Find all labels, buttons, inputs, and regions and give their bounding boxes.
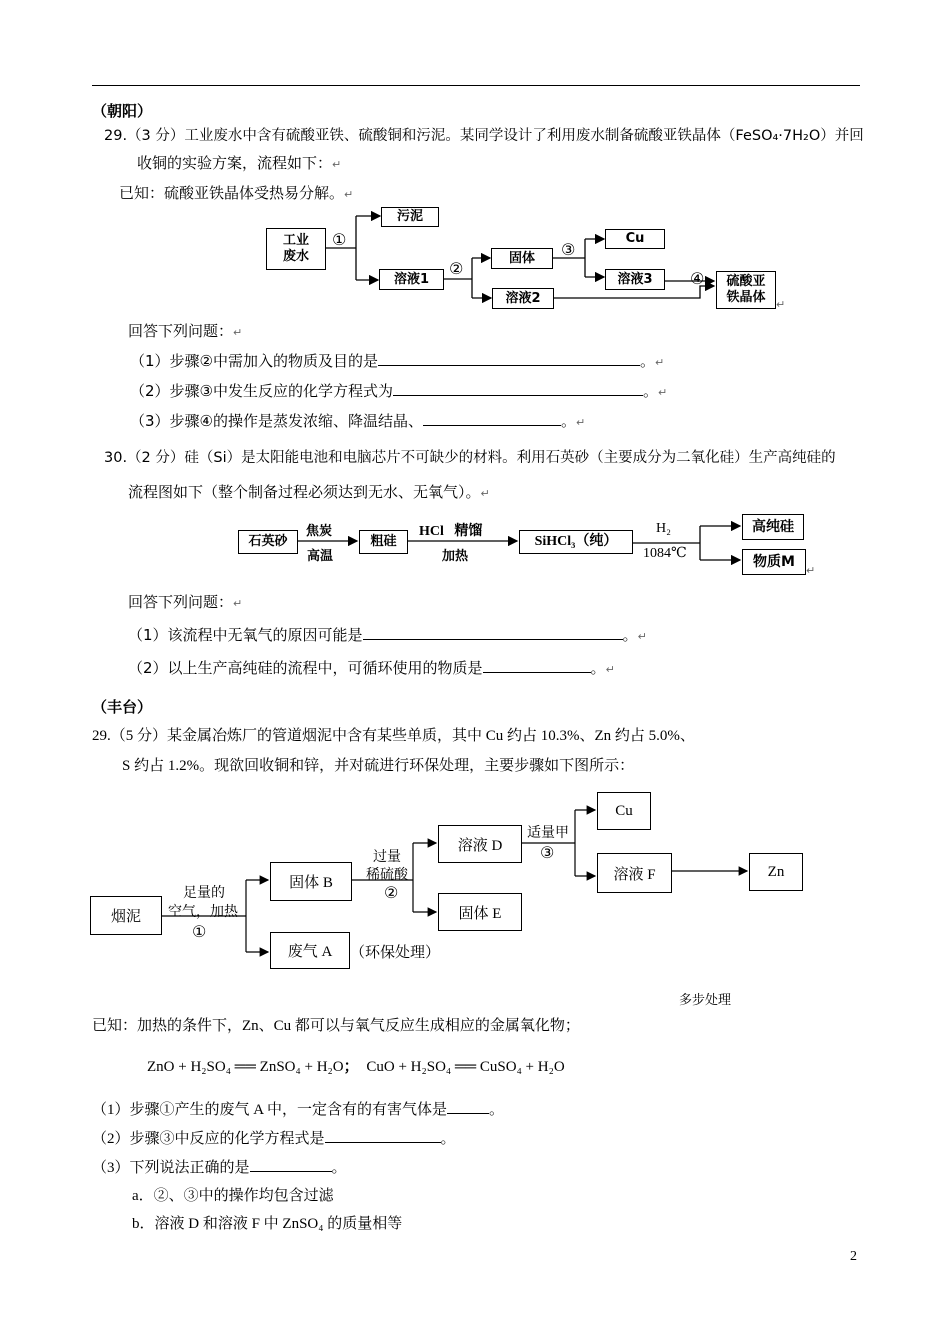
answer-blank[interactable] [325, 1127, 441, 1143]
box-solid-e: 固体 E [438, 893, 522, 931]
step-2-circle: ② [384, 885, 399, 902]
q29a-stem-line1: 29.（3 分）工业废水中含有硫酸亚铁、硫酸铜和污泥。某同学设计了利用废水制备硫酸亚铁晶体（FeSO₄·7H₂O）并回 [104, 128, 864, 144]
step-4-label: ④ [690, 269, 705, 288]
q29a-subq1-text: （1）步骤②中需加入的物质及目的是 [130, 352, 378, 370]
period: 。 [489, 1102, 505, 1118]
q29b-subq2-text: （2）步骤③中反应的化学方程式是 [92, 1131, 325, 1147]
cond-excess: 过量 [373, 850, 401, 865]
q30-stem-line2-text: 流程图如下（整个制备过程必须达到无水、无氧气）。 [128, 483, 481, 501]
label-env-treatment: （环保处理） [350, 945, 441, 961]
cond-temperature: 1084℃ [643, 546, 687, 561]
q29b-known: 已知：加热的条件下，Zn、Cu 都可以与氧气反应生成相应的金属氧化物； [92, 1018, 580, 1034]
paragraph-mark: ↵ [332, 158, 342, 171]
equation-zno: ZnO + H₂SO₄ ══ ZnSO₄ + H₂O [147, 1059, 344, 1075]
box-solution-f: 溶液 F [597, 853, 672, 893]
q29b-stem-line2: S 约占 1.2%。现欲回收铜和锌，并对硫进行环保处理，主要步骤如下图所示： [122, 758, 635, 774]
q29b-subq3 [92, 1156, 347, 1177]
box-solid: 固体 [491, 248, 553, 269]
box-solution-3: 溶液3 [605, 269, 665, 290]
q29b-stem-line1: 29.（5 分）某金属冶炼厂的管道烟泥中含有某些单质，其中 Cu 约占 10.3%、Zn 约占 5.0%、 [92, 728, 695, 744]
step-2-label: ② [449, 259, 464, 278]
step-3-label: ③ [561, 240, 576, 259]
q29b-subq2 [92, 1127, 456, 1148]
period: 。 [440, 1131, 456, 1147]
option-a: a．②、③中的操作均包含过滤 [132, 1188, 334, 1204]
cond-heating: 加热 [442, 549, 469, 564]
period: 。 [331, 1160, 347, 1176]
paragraph-mark: ↵ [233, 597, 243, 610]
box-soot: 烟泥 [90, 896, 162, 935]
box-waste-water: 工业 废水 [266, 228, 326, 270]
equation-separator: ； [343, 1059, 359, 1075]
period: 。 [643, 382, 659, 400]
cond-dilute-h2so4: 稀硫酸 [366, 868, 408, 883]
q29a-subq2-text: （2）步骤③中发生反应的化学方程式为 [130, 382, 393, 400]
cond-air-heat: 空气，加热 [168, 905, 238, 920]
answer-blank[interactable] [447, 1098, 489, 1114]
step-1-label: ① [332, 230, 347, 249]
paragraph-mark: ↵ [605, 663, 615, 676]
paragraph-mark: ↵ [776, 298, 786, 311]
paragraph-mark: ↵ [637, 630, 647, 643]
step-3-circle: ③ [540, 845, 555, 862]
period: 。 [640, 352, 656, 370]
q29a-stem-line2-text: 收铜的实验方案，流程如下： [137, 154, 333, 172]
cond-sufficient: 足量的 [183, 886, 225, 901]
box-cu: Cu [605, 229, 665, 249]
period: 。 [561, 412, 577, 430]
box-sihcl3: SiHCl₃（纯） [519, 530, 633, 554]
section-label-fengtai: （丰台） [92, 698, 153, 716]
answer-blank[interactable] [250, 1156, 332, 1172]
q29b-subq1-text: （1）步骤①产生的废气 A 中，一定含有的有害气体是 [92, 1102, 448, 1118]
equation-cuo: CuO + H₂SO₄ ══ CuSO₄ + H₂O [366, 1059, 565, 1075]
box-substance-m: 物质M [742, 549, 806, 575]
box-pure-silicon: 高纯硅 [742, 514, 804, 540]
q29b-subq3-text: （3）下列说法正确的是 [92, 1160, 250, 1176]
box-quartz-sand: 石英砂 [238, 530, 298, 554]
box-crude-silicon: 粗硅 [359, 530, 408, 554]
box-waste-gas-a: 废气 A [270, 932, 350, 969]
q30-subq1-text: （1）该流程中无氧气的原因可能是 [128, 626, 363, 644]
page-number: 2 [850, 1249, 857, 1264]
box-solid-b: 固体 B [270, 862, 352, 901]
period: 。 [590, 659, 606, 677]
equation-row [147, 1055, 565, 1076]
q30-answer-header-text: 回答下列问题： [128, 593, 234, 611]
step-1-circle: ① [192, 924, 207, 941]
box-zn-product: Zn [749, 853, 803, 891]
cond-high-temp: 高温 [307, 549, 334, 564]
section-label-chaoyang: （朝阳） [92, 102, 153, 120]
paragraph-mark: ↵ [576, 416, 586, 429]
box-solution-2: 溶液2 [492, 288, 554, 309]
q29a-answer-header-text: 回答下列问题： [128, 322, 234, 340]
paragraph-mark: ↵ [655, 356, 665, 369]
paragraph-mark: ↵ [480, 487, 490, 500]
box-sludge: 污泥 [381, 207, 439, 227]
cond-h2: H₂ [656, 521, 671, 536]
q30-stem-line1: 30.（2 分）硅（Si）是太阳能电池和电脑芯片不可缺少的材料。利用石英砂（主要成分为二氧化硅）生产高纯硅的 [104, 450, 836, 466]
box-cu-product: Cu [597, 792, 651, 830]
q29b-subq1 [92, 1098, 504, 1119]
q30-subq2-text: （2）以上生产高纯硅的流程中，可循环使用的物质是 [128, 659, 483, 677]
q29a-known-text: 已知：硫酸亚铁晶体受热易分解。 [119, 184, 345, 202]
label-multi-step: 多步处理 [679, 992, 732, 1007]
box-solution-1: 溶液1 [379, 269, 444, 290]
paragraph-mark: ↵ [344, 188, 354, 201]
q29a-subq3-text: （3）步骤④的操作是蒸发浓缩、降温结晶、 [130, 412, 423, 430]
paragraph-mark: ↵ [806, 564, 816, 577]
cond-appropriate-a: 适量甲 [527, 826, 569, 841]
period: 。 [622, 626, 638, 644]
cond-coke: 焦炭 [306, 524, 333, 539]
paragraph-mark: ↵ [658, 386, 668, 399]
box-ferrous-sulfate-crystal: 硫酸亚 铁晶体 [716, 271, 776, 309]
box-solution-d: 溶液 D [438, 825, 522, 863]
option-b: b．溶液 D 和溶液 F 中 ZnSO₄ 的质量相等 [132, 1216, 403, 1232]
cond-hcl-distill: HCl 精馏 [419, 524, 483, 539]
paragraph-mark: ↵ [233, 326, 243, 339]
